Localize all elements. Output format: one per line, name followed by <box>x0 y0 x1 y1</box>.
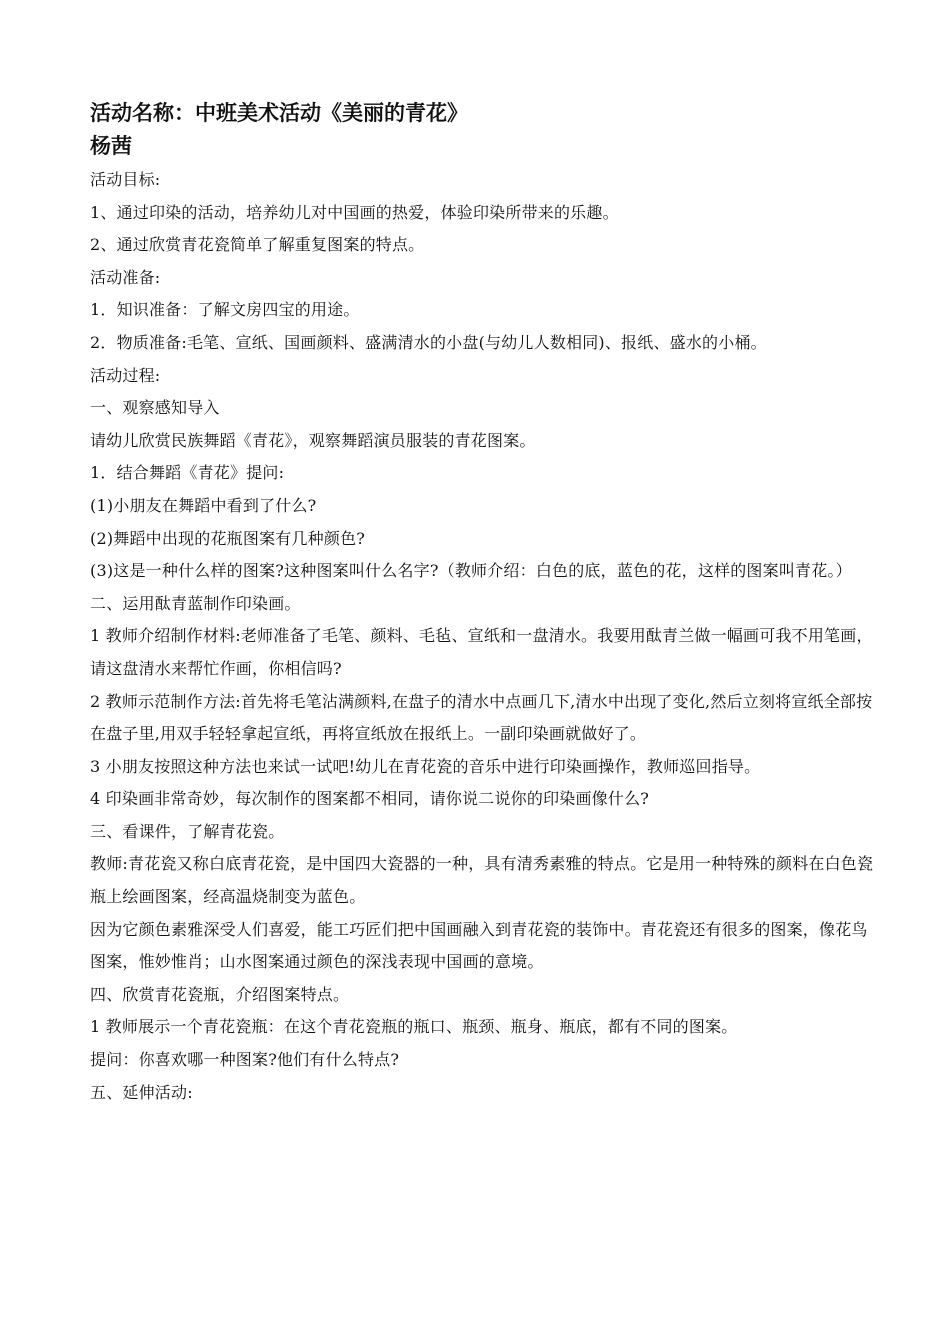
document-page <box>90 96 875 1109</box>
document-body <box>90 164 875 1109</box>
paragraph: 二、运用酞青蓝制作印染画。 <box>90 593 301 613</box>
paragraph: 3 小朋友按照这种方法也来试一试吧!幼儿在青花瓷的音乐中进行印染画操作，教师巡回指导。 <box>90 756 761 776</box>
paragraph: 四、欣赏青花瓷瓶，介绍图案特点。 <box>90 984 350 1004</box>
paragraph: (1)小朋友在舞蹈中看到了什么? <box>90 495 317 515</box>
paragraph: 活动准备: <box>90 267 161 287</box>
paragraph: 4 印染画非常奇妙，每次制作的图案都不相同，请你说二说你的印染画像什么? <box>90 789 650 809</box>
paragraph: (2)舞蹈中出现的花瓶图案有几种颜色? <box>90 528 366 548</box>
paragraph: 教师:青花瓷又称白底青花瓷，是中国四大瓷器的一种，具有清秀素雅的特点。它是用一种特殊的颜料在白色瓷瓶上绘画图案，经高温烧制变为蓝色。 <box>90 854 874 907</box>
paragraph: 一、观察感知导入 <box>90 398 220 418</box>
paragraph: 2、通过欣赏青花瓷简单了解重复图案的特点。 <box>90 235 425 255</box>
paragraph: 1 教师介绍制作材料:老师准备了毛笔、颜料、毛毡、宣纸和一盘清水。我要用酞青兰做一幅画可我不用笔画，请这盘清水来帮忙作画，你相信吗? <box>90 626 873 678</box>
paragraph: 1 教师展示一个青花瓷瓶：在这个青花瓷瓶的瓶口、瓶颈、瓶身、瓶底，都有不同的图案。 <box>90 1017 738 1037</box>
paragraph: 2 教师示范制作方法:首先将毛笔沾满颜料,在盘子的清水中点画几下,清水中出现了变化,然后立刻将宣纸全部按在盘子里,用双手轻轻拿起宣纸，再将宣纸放在报纸上。一副印染画就做好了。 <box>90 691 873 744</box>
author-name: 杨茜 <box>90 134 132 158</box>
paragraph: 活动过程: <box>90 365 161 385</box>
paragraph: 1、通过印染的活动，培养幼儿对中国画的热爱，体验印染所带来的乐趣。 <box>90 202 619 222</box>
paragraph: (3)这是一种什么样的图案?这种图案叫什么名字?（教师介绍：白色的底，蓝色的花，这样的图案叫青花。） <box>90 561 852 581</box>
paragraph: 五、延伸活动: <box>90 1082 193 1102</box>
paragraph: 1．结合舞蹈《青花》提问: <box>90 463 285 483</box>
document-title: 活动名称：中班美术活动《美丽的青花》 <box>90 101 468 125</box>
paragraph: 提问：你喜欢哪一种图案?他们有什么特点? <box>90 1050 400 1070</box>
paragraph: 2．物质准备:毛笔、宣纸、国画颜料、盛满清水的小盘(与幼儿人数相同)、报纸、盛水的小桶。 <box>90 332 767 352</box>
paragraph: 因为它颜色素雅深受人们喜爱，能工巧匠们把中国画融入到青花瓷的装饰中。青花瓷还有很多的图案，像花鸟图案，惟妙惟肖；山水图案通过颜色的深浅表现中国画的意境。 <box>90 919 868 972</box>
paragraph: 1．知识准备：了解文房四宝的用途。 <box>90 300 360 320</box>
paragraph: 请幼儿欣赏民族舞蹈《青花》，观察舞蹈演员服装的青花图案。 <box>90 430 536 450</box>
paragraph: 活动目标: <box>90 170 161 189</box>
paragraph: 三、看课件，了解青花瓷。 <box>90 821 285 841</box>
